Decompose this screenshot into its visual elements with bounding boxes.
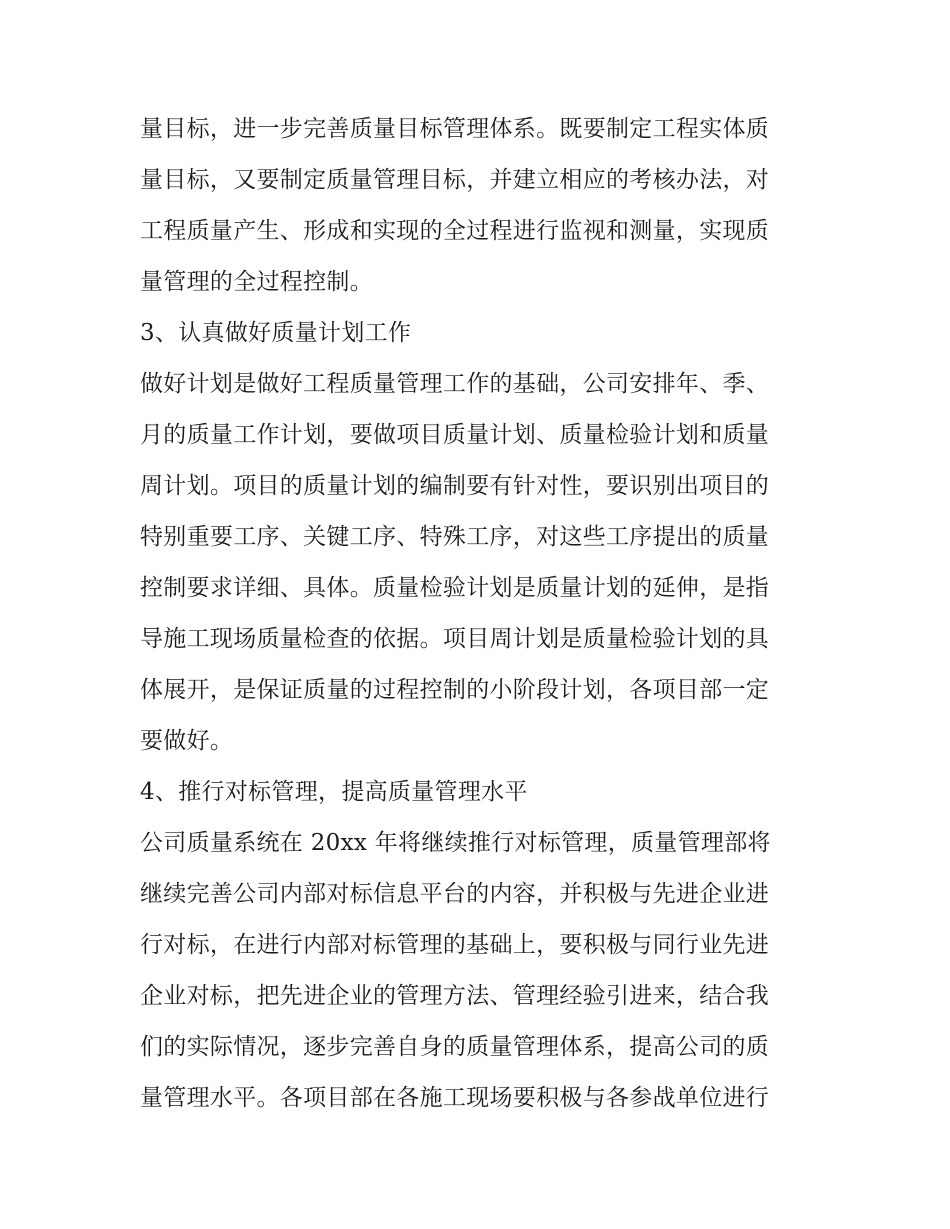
text-line: 公司质量系统在 20xx 年将继续推行对标管理，质量管理部将: [140, 830, 771, 856]
text-line: 继续完善公司内部对标信息平台的内容，并积极与先进企业进: [140, 881, 770, 907]
text-line: 月的质量工作计划，要做项目质量计划、质量检验计划和质量: [140, 422, 770, 448]
text-line: 量目标，进一步完善质量目标管理体系。既要制定工程实体质: [140, 116, 770, 142]
text-line: 量管理的全过程控制。: [140, 269, 373, 295]
text-line: 体展开，是保证质量的过程控制的小阶段计划，各项目部一定: [140, 677, 770, 703]
text-line: 特别重要工序、关键工序、特殊工序，对这些工序提出的质量: [140, 524, 770, 550]
text-line: 工程质量产生、形成和实现的全过程进行监视和测量，实现质: [140, 218, 770, 244]
section-heading-4: 4、推行对标管理，提高质量管理水平: [140, 779, 528, 805]
text-line: 企业对标，把先进企业的管理方法、管理经验引进来，结合我: [140, 983, 770, 1009]
body-text: [140, 104, 820, 1124]
text-line: 控制要求详细、具体。质量检验计划是质量计划的延伸，是指: [140, 575, 770, 601]
text-line: 导施工现场质量检查的依据。项目周计划是质量检验计划的具: [140, 626, 770, 652]
text-line: 量管理水平。各项目部在各施工现场要积极与各参战单位进行: [140, 1085, 770, 1111]
text-line: 们的实际情况，逐步完善自身的质量管理体系，提高公司的质: [140, 1034, 770, 1060]
text-line: 做好计划是做好工程质量管理工作的基础，公司安排年、季、: [140, 371, 770, 397]
text-line: 量目标，又要制定质量管理目标，并建立相应的考核办法，对: [140, 167, 770, 193]
text-line: 行对标，在进行内部对标管理的基础上，要积极与同行业先进: [140, 932, 770, 958]
text-line: 周计划。项目的质量计划的编制要有针对性，要识别出项目的: [140, 473, 770, 499]
section-heading-3: 3、认真做好质量计划工作: [140, 320, 412, 346]
text-line: 要做好。: [140, 728, 234, 754]
